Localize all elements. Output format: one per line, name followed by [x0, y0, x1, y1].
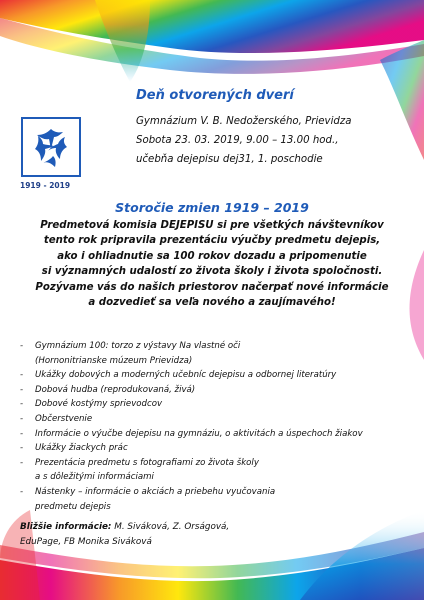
list-marker: - — [20, 443, 24, 454]
intro-line: si významných udalostí zo života školy i života spoločnosti. — [41, 266, 383, 278]
list-item — [20, 397, 410, 412]
intro-line: a dozvedieť sa veľa nového a zaujímavého! — [88, 297, 336, 309]
intro-line: Predmetová komisia DEJEPISU si pre všetkých návštevníkov — [40, 220, 384, 231]
school-name: Gymnázium V. B. Nedožerského, Prievidza — [136, 116, 352, 127]
list-marker: - — [20, 341, 24, 351]
birds-logo-icon — [23, 119, 79, 175]
list-item — [20, 368, 410, 383]
event-info — [136, 112, 351, 169]
list-item-text: predmetu dejepis — [35, 501, 111, 512]
intro-paragraph — [10, 218, 414, 310]
event-place: učebňa dejepisu dej31, 1. poschodie — [136, 154, 323, 165]
list-item-text: Gymnázium 100: torzo z výstavy Na vlastné oči — [35, 341, 241, 351]
list-item — [20, 456, 410, 485]
program-list — [20, 339, 410, 514]
intro-line: ako i ohliadnutie sa 100 rokov dozadu a pripomenutie — [57, 250, 367, 262]
logo-years: 1919 - 2019 — [20, 181, 71, 190]
list-item-text: Dobová hudba (reprodukovaná, živá) — [35, 384, 196, 395]
list-item-text: Ukážky žiackych prác — [35, 443, 128, 454]
list-marker: - — [20, 457, 24, 468]
list-item — [20, 383, 410, 398]
contact-channels: EduPage, FB Monika Siváková — [20, 536, 152, 547]
subtitle: Storočie zmien 1919 – 2019 — [115, 200, 309, 215]
list-item — [20, 485, 410, 514]
list-marker: - — [20, 486, 24, 497]
contact-names: M. Siváková, Z. Orságová, — [114, 522, 230, 532]
list-marker: - — [20, 384, 24, 395]
list-item — [20, 412, 410, 427]
contact-label: Bližšie informácie: — [20, 522, 112, 532]
list-item-text: (Hornonitrianske múzeum Prievidza) — [35, 355, 193, 366]
list-item-text: Ukážky dobových a moderných učebníc dejepisu a odbornej literatúry — [35, 370, 337, 381]
contact-info — [20, 520, 229, 549]
list-marker: - — [20, 413, 24, 424]
event-datetime: Sobota 23. 03. 2019, 9.00 – 13.00 hod., — [136, 135, 339, 146]
list-item — [20, 427, 410, 442]
list-item-text: Občerstvenie — [35, 413, 93, 424]
list-item-text: Informácie o výučbe dejepisu na gymnáziu, o aktivitách a úspechoch žiakov — [35, 428, 363, 439]
school-logo — [20, 117, 82, 195]
list-item — [20, 339, 410, 368]
list-item-text: Nástenky – informácie o akciách a priebehu vyučovania — [35, 486, 276, 497]
list-marker: - — [20, 399, 24, 410]
list-marker: - — [20, 428, 24, 439]
page-title: Deň otvorených dverí — [136, 88, 294, 103]
logo-frame — [21, 117, 81, 177]
list-item-text: Dobové kostýmy sprievodcov — [35, 399, 163, 410]
list-item-text: Prezentácia predmetu s fotografiami zo života školy — [35, 457, 259, 468]
list-marker: - — [20, 370, 24, 381]
list-item-text: a s dôležitými informáciami — [35, 472, 154, 483]
intro-line: Pozývame vás do našich priestorov načerpať nové informácie — [35, 281, 389, 293]
list-item — [20, 441, 410, 456]
intro-line: tento rok pripravila prezentáciu výučby predmetu dejepis, — [43, 235, 381, 247]
